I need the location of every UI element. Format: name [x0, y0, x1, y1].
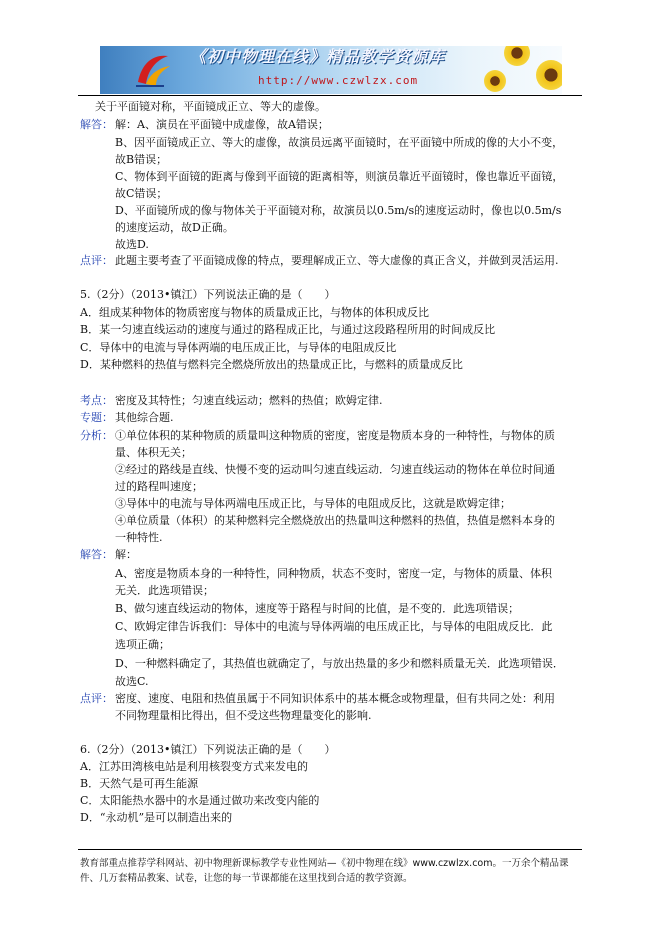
q5-stem: 5.（2分）（2013•镇江）下列说法正确的是（ ）: [80, 288, 336, 301]
q5-answer-line: 故选C.: [115, 675, 149, 688]
q5-analysis-line: ④单位质量（体积）的某种燃料完全燃烧放出的热量叫这种燃料的热值，热值是燃料本身的: [115, 514, 555, 527]
prev-answer-line: 的速度运动，故D正确。: [115, 221, 234, 234]
footer-divider: [78, 849, 582, 850]
q5-analysis-line: ①单位体积的某种物质的质量叫这种物质的密度，密度是物质本身的一种特性，与物体的质: [115, 429, 555, 442]
prev-answer-line: D、平面镜所成的像与物体关于平面镜对称，故演员以0.5m/s的速度运动时，像也以0.5m/s: [115, 204, 562, 217]
q5-answer-line: 选项正确；: [115, 638, 170, 651]
q5-option-d: D．某种燃料的热值与燃料完全燃烧所放出的热量成正比，与燃料的质量成反比: [80, 358, 463, 371]
prev-answer-label: 解答：: [80, 118, 113, 131]
q6-stem: 6.（2分）（2013•镇江）下列说法正确的是（ ）: [80, 743, 336, 756]
q5-answer-line: C、欧姆定律告诉我们：导体中的电流与导体两端的电压成正比，与导体的电阻成反比．此: [115, 620, 553, 633]
q5-answer-line: 无关．此选项错误；: [115, 584, 214, 597]
q5-answer-line: 解：: [115, 548, 137, 561]
q5-test-point-label: 考点：: [80, 394, 113, 407]
prev-answer-line: 故B错误；: [115, 153, 168, 166]
footer-line-2: 件、几万套精品教案、试卷，让您的每一节课都能在这里找到合适的教学资源。: [80, 873, 413, 884]
q5-comment-line: 不同物理量相比得出，但不受这些物理量变化的影响.: [115, 709, 372, 722]
q6-option-a: A．江苏田湾核电站是利用核裂变方式来发电的: [80, 760, 308, 773]
q5-answer-label: 解答：: [80, 548, 113, 561]
footer-line-1: 教育部重点推荐学科网站、初中物理新课标教学专业性网站—《初中物理在线》www.czwlzx.com。一万余个精品课: [80, 858, 569, 869]
banner-url[interactable]: http://www.czwlzx.com: [258, 74, 419, 87]
prev-answer-line: 故C错误；: [115, 187, 168, 200]
prev-answer-line: 故选D.: [115, 238, 149, 251]
q5-option-c: C．导体中的电流与导体两端的电压成正比，与导体的电阻成反比: [80, 341, 397, 354]
q5-analysis-line: 过的路程叫速度；: [115, 480, 203, 493]
header-divider: [78, 95, 582, 96]
q5-answer-line: A、密度是物质本身的一种特性，同种物质，状态不变时，密度一定，与物体的质量、体积: [115, 567, 552, 580]
q6-option-c: C．太阳能热水器中的水是通过做功来改变内能的: [80, 794, 320, 807]
q5-comment-label: 点评：: [80, 692, 113, 705]
q5-answer-line: B、做匀速直线运动的物体，速度等于路程与时间的比值，是不变的．此选项错误；: [115, 602, 520, 615]
q5-analysis-label: 分析：: [80, 429, 113, 442]
q5-analysis-line: ③导体中的电流与导体两端电压成正比，与导体的电阻成反比，这就是欧姆定律；: [115, 497, 511, 510]
site-logo-icon: [134, 52, 172, 88]
prev-answer-line: C、物体到平面镜的距离与像到平面镜的距离相等，则演员靠近平面镜时，像也靠近平面镜，: [115, 170, 564, 183]
q5-option-a: A．组成某种物体的物质密度与物体的质量成正比，与物体的体积成反比: [80, 306, 429, 319]
prev-comment-label: 点评：: [80, 254, 113, 267]
prev-answer-line: 解：A、演员在平面镜中成虚像，故A错误；: [115, 118, 329, 131]
q5-answer-line: D、一种燃料确定了，其热值也就确定了，与放出热量的多少和燃料质量无关．此选项错误．: [115, 657, 564, 670]
q5-option-b: B．某一匀速直线运动的速度与通过的路程成正比，与通过这段路程所用的时间成反比: [80, 323, 496, 336]
q5-test-point: 密度及其特性；匀速直线运动；燃料的热值；欧姆定律.: [115, 394, 383, 407]
banner-title: 《初中物理在线》精品教学资源库: [190, 47, 446, 66]
q5-topic: 其他综合题.: [115, 411, 174, 424]
q5-comment-line: 密度、速度、电阻和热值虽属于不同知识体系中的基本概念或物理量，但有共同之处：利用: [115, 692, 555, 705]
prev-comment: 此题主要考查了平面镜成像的特点，要理解成正立、等大虚像的真正含义，并做到灵活运用.: [115, 254, 559, 267]
q6-option-d: D．“永动机”是可以制造出来的: [80, 811, 233, 824]
prev-intro: 关于平面镜对称，平面镜成正立、等大的虚像。: [95, 100, 326, 113]
q5-topic-label: 专题：: [80, 411, 113, 424]
q5-analysis-line: ②经过的路线是直线、快慢不变的运动叫匀速直线运动．匀速直线运动的物体在单位时间通: [115, 463, 555, 476]
q5-analysis-line: 量、体积无关；: [115, 446, 192, 459]
q6-option-b: B．天然气是可再生能源: [80, 777, 199, 790]
q5-analysis-line: 一种特性.: [115, 531, 163, 544]
prev-answer-line: B、因平面镜成正立、等大的虚像，故演员远离平面镜时，在平面镜中所成的像的大小不变，: [115, 136, 564, 149]
